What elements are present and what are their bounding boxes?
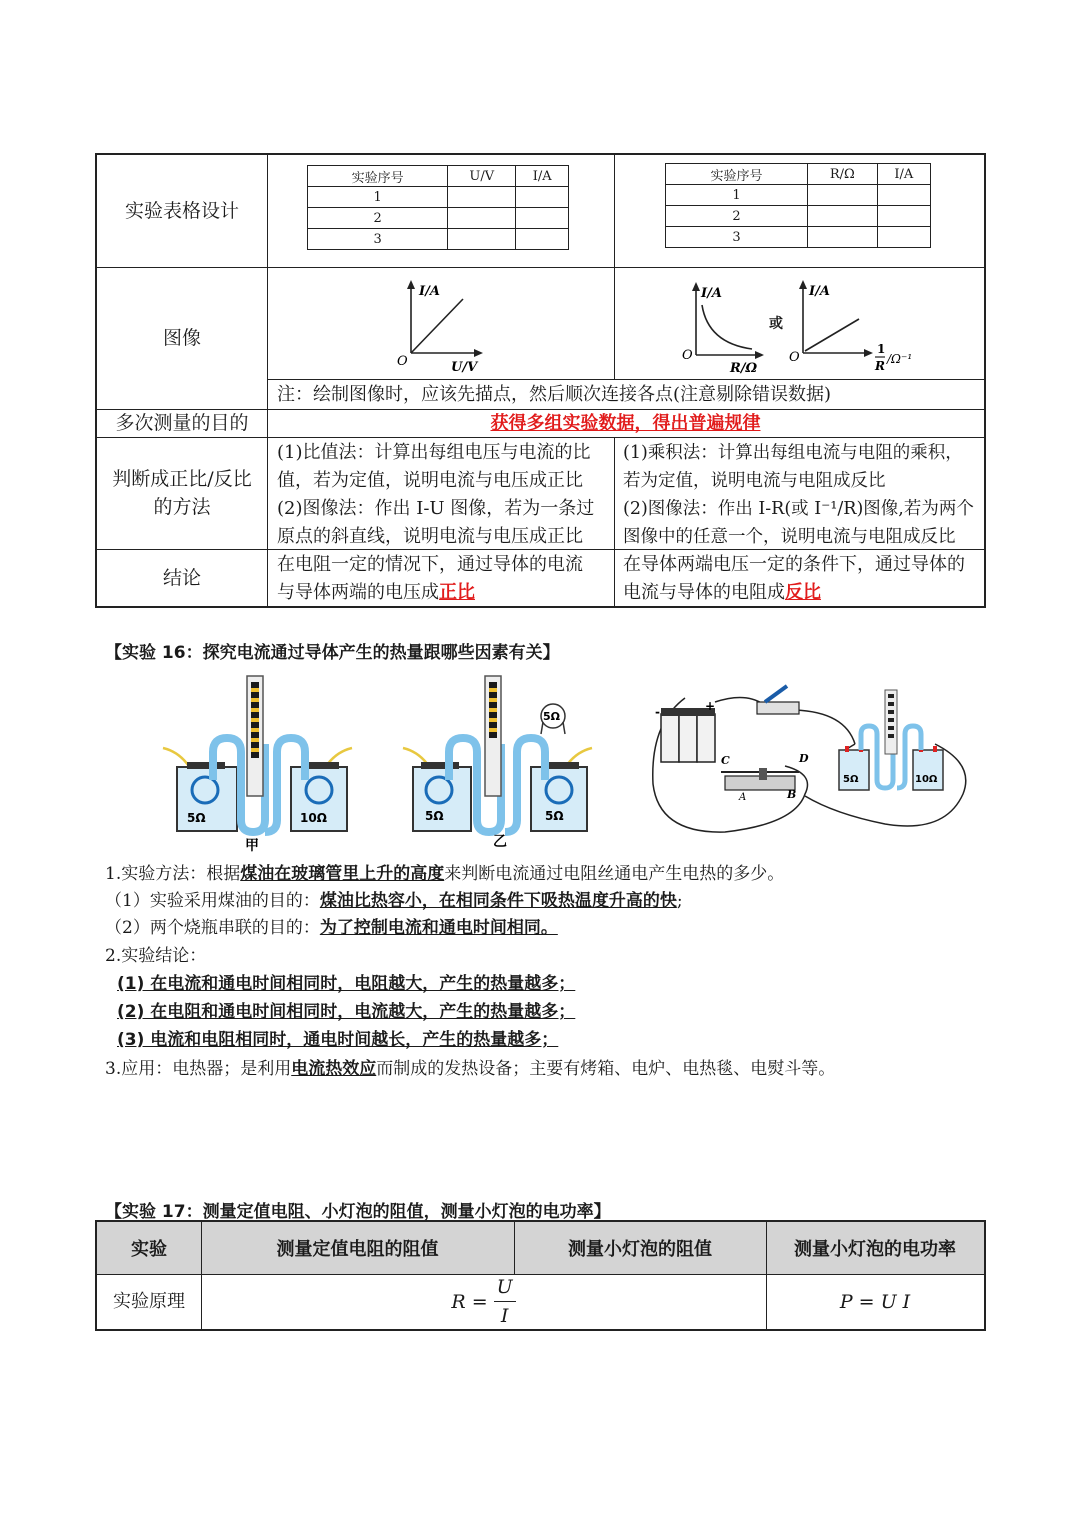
exp16-series-purpose: [105, 915, 558, 941]
key-point: 煤油比热容小，在相同条件下吸热温度升高的快: [319, 891, 677, 911]
formula-numerator: U: [494, 1273, 516, 1302]
formula-lhs: R =: [451, 1290, 488, 1313]
text: （1）实验采用煤油的目的：: [105, 891, 320, 911]
exp16-conclusion-1: (1) 在电流和通电时间相同时，电阻越大，产生的热量越多；: [117, 974, 576, 994]
exp17-table: [95, 1220, 986, 1331]
mini-cell: 2: [666, 206, 808, 227]
method-right-line: (2)图像法：作出 I-R(或 I⁻¹/R)图像,若为两个: [623, 499, 974, 519]
graph-note: 注：绘制图像时，应该先描点，然后顺次连接各点(注意剔除错误数据): [277, 384, 832, 405]
mini-cell: [448, 229, 516, 250]
row-label-method: [97, 437, 267, 549]
text: 3.应用：电热器；是利用: [105, 1059, 292, 1079]
conclusion-right-line1: 在导体两端电压一定的条件下，通过导体的: [623, 554, 965, 575]
row-label-design: 实验表格设计: [124, 200, 239, 222]
method-right-line: (1)乘积法：计算出每组电流与电阻的乘积，: [623, 443, 963, 463]
text: （2）两个烧瓶串联的目的：: [105, 918, 320, 938]
row-label-purpose: 多次测量的目的: [115, 412, 249, 434]
conclusion-left-text: 与导体两端的电压成: [277, 582, 439, 603]
experiment-summary-table: [95, 153, 986, 608]
purpose-text: 获得多组实验数据，得出普遍规律: [490, 413, 761, 434]
conclusion-right-line2: [623, 579, 965, 607]
mini-cell: 1: [666, 185, 808, 206]
exp16-conclusion-2: (2) 在电阻和通电时间相同时，电流越大，产生的热量越多；: [117, 1002, 576, 1022]
mini-table-resistance: [665, 163, 931, 248]
mini-table-voltage: [307, 165, 569, 250]
mini-cell: [448, 208, 516, 229]
mini-cell: [808, 227, 878, 248]
conclusion-right-text: 电流与导体的电阻成: [623, 582, 785, 603]
exp16-conclusion-3: (3) 电流和电阻相同时，通电时间越长，产生的热量越多；: [117, 1030, 559, 1050]
rheostat-label-b: B: [787, 788, 797, 801]
graph-y-label: I/A: [701, 286, 722, 301]
exp16-application: [105, 1056, 835, 1082]
method-right: [623, 439, 983, 551]
method-right-line: 若为定值，说明电流与电阻成反比: [623, 471, 886, 491]
graph-x-den: R: [875, 359, 885, 373]
flask-label-5ohm: 5Ω: [843, 774, 859, 785]
conclusion-left-line1: 在电阻一定的情况下，通过导体的电流: [277, 554, 583, 575]
graph-origin: O: [789, 350, 800, 365]
graph-or-label: 或: [769, 316, 783, 332]
mini-cell: 2: [308, 208, 448, 229]
mini-cell: [516, 229, 569, 250]
graph-y-label: I/A: [419, 284, 440, 299]
mini-cell: [448, 187, 516, 208]
mini-header: U/V: [448, 166, 516, 187]
mini-header: 实验序号: [308, 166, 448, 187]
conclusion-left-line2: [277, 579, 583, 607]
mini-cell: [516, 208, 569, 229]
key-point: 电流热效应: [291, 1059, 377, 1079]
mini-cell: [877, 206, 930, 227]
graph-x-num: 1: [877, 342, 886, 356]
rheostat-label-a: A: [739, 792, 747, 803]
mini-cell: [877, 227, 930, 248]
text: 而制成的发热设备；主要有烤箱、电炉、电热毯、电熨斗等。: [376, 1059, 836, 1079]
mini-cell: [808, 185, 878, 206]
mini-cell: [808, 206, 878, 227]
method-left-line: 原点的斜直线，说明电流与电压成正比: [277, 526, 583, 547]
flask-label-10ohm: 10Ω: [915, 774, 938, 785]
rheostat-label-c: C: [721, 754, 730, 767]
exp17-title: 【实验 17：测量定值电阻、小灯泡的阻值，测量小灯泡的电功率】: [105, 1202, 611, 1222]
method-left-line: (2)图像法：作出 I-U 图像，若为一条过: [277, 498, 595, 519]
formula-power: P = U I: [839, 1290, 911, 1313]
row-label-method-text: 判断成正比/反比的方法: [112, 468, 252, 518]
text: 来判断电流通过电阻丝通电产生电热的多少。: [444, 864, 785, 884]
exp16-method: [105, 861, 784, 887]
key-point: 煤油在玻璃管里上升的高度: [240, 864, 445, 884]
mini-header: R/Ω: [808, 164, 878, 185]
text: ;: [676, 891, 683, 911]
header-cell: 测量小灯泡的阻值: [514, 1222, 766, 1274]
battery-plus: +: [705, 699, 716, 713]
conclusion-left: [277, 551, 583, 607]
method-left-line: (1)比值法：计算出每组电压与电流的比: [277, 442, 591, 463]
formula-resistance: [201, 1274, 766, 1329]
graph-i-r: [672, 277, 772, 377]
conclusion-right-highlight: 反比: [785, 582, 821, 603]
graph-x-label: R/Ω: [730, 361, 758, 376]
external-resistor-label: 5Ω: [543, 710, 561, 723]
conclusion-left-highlight: 正比: [439, 582, 475, 603]
mini-cell: [877, 185, 930, 206]
flask-label-5ohm: 5Ω: [187, 811, 206, 825]
graph-y-label: I/A: [809, 284, 830, 299]
exp16-title: 【实验 16：探究电流通过导体产生的热量跟哪些因素有关】: [105, 643, 560, 663]
mini-cell: 3: [666, 227, 808, 248]
mini-cell: 1: [308, 187, 448, 208]
graph-origin: O: [397, 354, 408, 369]
rheostat-label-d: D: [799, 752, 809, 765]
graph-i-reciprocal-r: [779, 275, 939, 375]
header-cell: 测量小灯泡的电功率: [766, 1222, 984, 1274]
row-label-conclusion: 结论: [162, 566, 201, 589]
graph-i-u: [387, 275, 497, 375]
apparatus-yi: [395, 672, 600, 852]
flask-label-10ohm: 10Ω: [300, 811, 327, 825]
header-cell: 测量定值电阻的阻值: [201, 1222, 514, 1274]
figure-label-jia: 甲: [245, 838, 259, 854]
apparatus-jia: [155, 672, 360, 857]
flask-label-5ohm: 5Ω: [545, 809, 564, 823]
battery-minus: -: [655, 705, 660, 719]
mini-header: I/A: [516, 166, 569, 187]
text: 1.实验方法：根据: [105, 864, 241, 884]
circuit-apparatus: [645, 684, 975, 844]
key-point: 为了控制电流和通电时间相同。: [319, 918, 558, 938]
graph-x-label: U/V: [451, 360, 478, 375]
figure-label-yi: 乙: [493, 834, 507, 850]
row-label-principle: 实验原理: [113, 1290, 185, 1312]
mini-cell: [516, 187, 569, 208]
mini-cell: 3: [308, 229, 448, 250]
header-cell: 实验: [97, 1222, 201, 1274]
flask-label-5ohm: 5Ω: [425, 809, 444, 823]
row-label-graph: 图像: [162, 327, 201, 349]
formula-fraction: [494, 1273, 516, 1330]
graph-origin: O: [682, 348, 693, 363]
graph-x-unit: /Ω⁻¹: [887, 352, 913, 366]
method-right-line: 图像中的任意一个，说明电流与电阻成反比: [623, 527, 956, 547]
method-left: [277, 439, 612, 551]
formula-denominator: I: [500, 1305, 509, 1327]
conclusion-right: [623, 551, 965, 607]
mini-header: I/A: [877, 164, 930, 185]
mini-header: 实验序号: [666, 164, 808, 185]
exp16-conclusion-heading: 2.实验结论：: [105, 946, 207, 966]
method-left-line: 值，若为定值，说明电流与电压成正比: [277, 470, 583, 491]
exp16-kerosene-purpose: [105, 888, 683, 914]
